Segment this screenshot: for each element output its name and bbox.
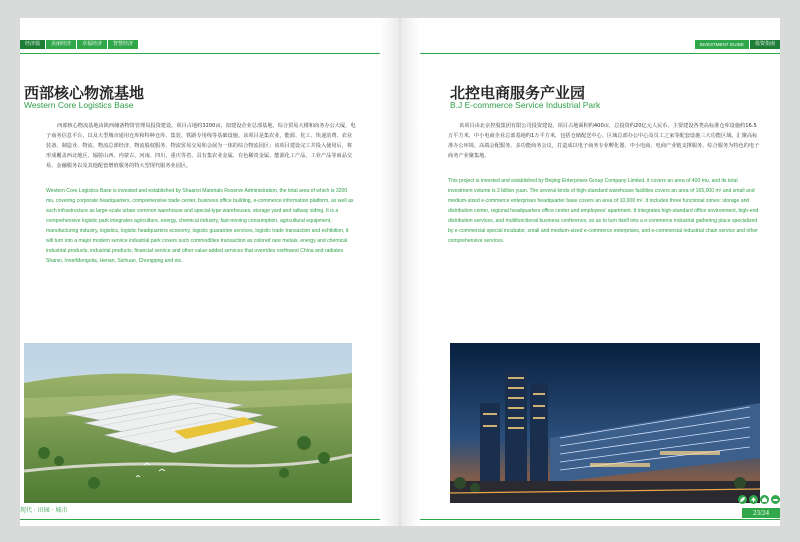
page-title: 北控电商服务产业园 [450, 84, 586, 102]
nav-tab-happy-economy: 幸福经济 [77, 40, 107, 49]
page-subtitle: Western Core Logistics Base [24, 100, 134, 110]
tree-icon [749, 495, 758, 504]
body-english: Western Core Logistics Base is invested and established by Shaanxi Materials Reserve Administration, the total area of which is 3200 mu, covering corporate headquarters, comprehensive trade center, business office building, e-commerce information platform, as well as such infrastructure as large-scale urban common warehouse and special-type warehouses, storage yard and railway siding. It is a comprehensive logistic park integrates agriculture, energy, chemical industry, fast-moving consumption, agricultural equipment, manufacturing industry, logistics, logistic headquarters economy, logistic guarantee services, logistic trade transaction and exhibition, it will turn into a major modern service industrial park covers such commodities transaction as colored rare metals, energy and chemical industrial products, industrial products, financial service and other value-added services that overrides northwest China and radiates Shanxi, InnerMongolia, Henan, Sichuan, Chongqing and etc. [46, 188, 354, 264]
body-chinese: 该项目由北京控股集团有限公司投资建设。项目占地面积约400亩，总投资约20亿元人民币。主要建设各类高标准仓库设施约16.5万平方米，中小电商企业总部基地约1万平方米，包括仓储配送中心、区域总部办公中心及员工之家等配套设施三大功能区域。汇聚高标准办公环境、高端会配服务、多功能商务会议，打造成以电子商务专业孵化器、中小电商、电商产业链支撑服务、综合服务为特色的电子商务产业聚集地。 [448, 123, 760, 159]
body-chinese: 西部核心物流基地由陕西储备物资管理局投资建设。项目占地约3200亩，拟建设企业总部基地、综合贸易大楼和商务办公大厦、电子商务信息平台，以及大型城市通用仓库和特种仓库、集装、铁路专用线等基础设施。该项目是集农业、能源、化工、快递消费、农业装备、制造业、物流、物流总部经济、物流股权服务、物流贸易交易和会展为一体的综合物流园区；该项目建设完工并投入使用后，将形成覆盖西北地区、辐射山西、内蒙古、河南、四川、重庆等省，具有集农业金属、有色稀贵金属、能源化工产品、工业产品等商品交易、金融服务以及其他配套增值服务的特大型现代服务业园区。 [46, 123, 356, 169]
leaf-icon [738, 495, 747, 504]
logistics-base-rendering [24, 343, 352, 503]
book-spine [380, 18, 420, 526]
right-page [420, 18, 780, 526]
wave-icon [771, 495, 780, 504]
nav-tab-investment-guide-cn: 投资指南 [750, 40, 780, 49]
nav-rule [420, 53, 780, 54]
nav-tab-smart-economy: 智慧经济 [108, 40, 138, 49]
guide-nav [694, 40, 780, 49]
footer-rule [20, 519, 380, 520]
nav-rule [20, 53, 380, 54]
page-subtitle: B.J E-commerce Service Industrial Park [450, 100, 601, 110]
nav-tab-investment-guide: INVESTMENT GUIDE [695, 40, 749, 49]
section-nav [20, 40, 139, 49]
left-page [20, 18, 380, 526]
footer-rule [420, 519, 780, 520]
section-icons [738, 495, 780, 504]
footer-slogan: 现代 · 田园 · 城市 [20, 507, 68, 514]
ecommerce-park-rendering [450, 343, 760, 503]
nav-tab-beautiful-economy: 美丽经济 [46, 40, 76, 49]
page-number: 23/24 [742, 508, 780, 518]
house-icon [760, 495, 769, 504]
body-english: This project is invested and established by Beijing Enterprises Group Company Limited, it covers an area of 400 mu, and its total investment volume is 2 billion yuan. The several kinds of high-standard warehouse facilities covers an area of 165,000 m² and small and medium-sized e-commerce enterprises headquarter base covers an area of 10,000 m². It includes three functional zones: storage and distribution center, regional headquarters office center and employees' apartment. It integrates high-standard office environment, high-end distribution services, and multifunctional business conference, so as to turn itself into a e-commerce industrial gathering place specialized by e-commercial special incubator, small and medium-sized e-commerce enterprises, and e-commercial industrial chain service and other comprehensive services. [448, 178, 759, 244]
nav-tab-economy: 经济篇 [20, 40, 45, 49]
page-title: 西部核心物流基地 [24, 84, 145, 102]
